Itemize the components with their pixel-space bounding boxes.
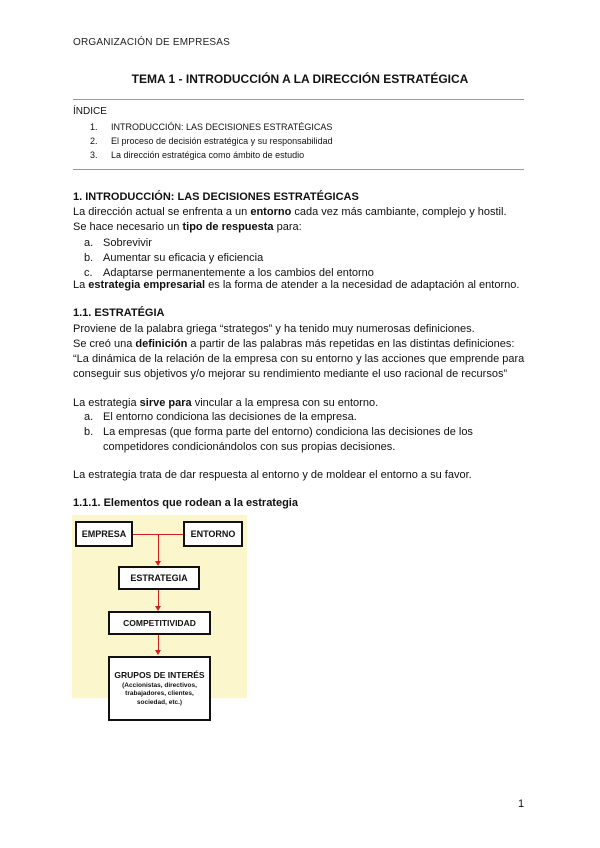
paragraph: Se hace necesario un tipo de respuesta para: (73, 221, 302, 233)
index-text: La dirección estratégica como ámbito de estudio (111, 150, 305, 160)
entorno-box: ENTORNO (183, 521, 243, 547)
section-title: 1. INTRODUCCIÓN: LAS DECISIONES ESTRATÉGICAS (73, 191, 359, 203)
page-number: 1 (518, 798, 525, 810)
index-item[interactable] (90, 120, 333, 134)
index-text: INTRODUCCIÓN: LAS DECISIONES ESTRATÉGICAS (111, 122, 333, 132)
response-list (84, 236, 374, 281)
paragraph: Proviene de la palabra griega “strategos” y ha tenido muy numerosas definiciones. (73, 323, 475, 335)
section-title: 1.1.1. Elementos que rodean a la estrategia (73, 497, 298, 509)
divider (73, 99, 524, 100)
arrowhead (155, 650, 161, 655)
estrategia-box: ESTRATEGIA (118, 566, 200, 590)
list-item: a. Sobrevivir (84, 237, 152, 249)
document-title: TEMA 1 - INTRODUCCIÓN A LA DIRECCIÓN ESTRATÉGICA (131, 72, 469, 86)
quote-line: “La dinámica de la relación de la empresa con su entorno y las acciones que emprende para (73, 353, 525, 365)
index-num: 2. (90, 136, 98, 146)
index-num: 3. (90, 150, 98, 160)
paragraph: Se creó una definición a partir de las palabras más repetidas en las distintas definiciones: (73, 338, 515, 350)
list-item-continuation: competidores condicionándolos con sus propias decisiones. (103, 441, 396, 453)
section-title: 1.1. ESTRATÉGIA (73, 307, 165, 319)
index-text: El proceso de decisión estratégica y su responsabilidad (111, 136, 333, 146)
connector-arrow (158, 534, 159, 563)
competitividad-box: COMPETITIVIDAD (108, 611, 211, 635)
index-title: ÍNDICE (73, 106, 107, 117)
paragraph: La estrategia empresarial es la forma de atender a la necesidad de adaptación al entorno. (73, 279, 520, 291)
paragraph: La estrategia trata de dar respuesta al entorno y de moldear el entorno a su favor. (73, 469, 472, 481)
list-item: b. Aumentar su eficacia y eficiencia (84, 252, 264, 264)
list-item: a. El entorno condiciona las decisiones de la empresa. (84, 411, 357, 423)
quote-line: conseguir sus objetivos y/o mejorar su rendimiento mediante el uso racional de recursos” (73, 368, 508, 380)
paragraph: La dirección actual se enfrenta a un entorno cada vez más cambiante, complejo y hostil. (73, 206, 507, 218)
index-item[interactable] (90, 148, 333, 162)
grupos-interes-box (108, 656, 211, 721)
purpose-list (84, 410, 473, 455)
strategy-diagram (72, 515, 247, 706)
divider (73, 169, 524, 170)
index-item[interactable] (90, 134, 333, 148)
list-item: c. Adaptarse permanentemente a los cambios del entorno (84, 267, 374, 279)
grupos-title: GRUPOS DE INTERÉS (114, 669, 205, 680)
index-list (90, 120, 333, 162)
empresa-box: EMPRESA (75, 521, 133, 547)
index-num: 1. (90, 122, 98, 132)
list-item: b. La empresas (que forma parte del entorno) condiciona las decisiones de los (84, 426, 473, 438)
grupos-detail: (Accionistas, directivos, trabajadores, clientes, sociedad, etc.) (122, 681, 197, 706)
paragraph: La estrategia sirve para vincular a la empresa con su entorno. (73, 397, 379, 409)
page-header: ORGANIZACIÓN DE EMPRESAS (73, 37, 231, 48)
